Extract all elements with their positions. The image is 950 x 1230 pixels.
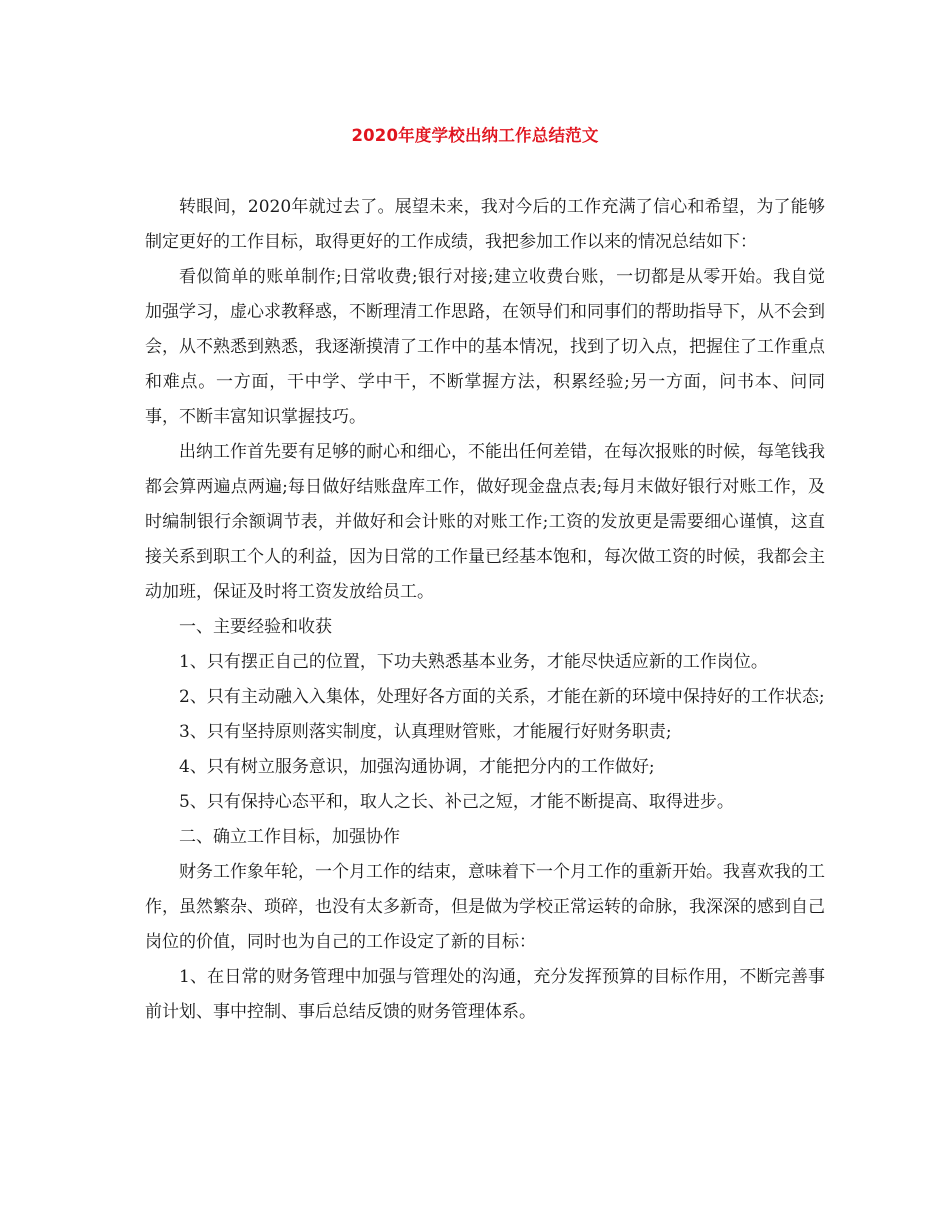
list-item: 4、只有树立服务意识，加强沟通协调，才能把分内的工作做好; (179, 757, 655, 777)
section-heading: 一、主要经验和收获 (179, 617, 332, 637)
paragraph: 看似简单的账单制作;日常收费;银行对接;建立收费台账，一切都是从零开始。我自觉加强学习，虚心求教释惑，不断理清工作思路，在领导们和同事们的帮助指导下，从不会到会，从不熟悉到熟悉，我逐渐摸清了工作中的基本情况，找到了切入点，把握住了工作重点和难点。一方面，干中学、学中干，不断掌握方法，积累经验;另一方面，问书本、问同事，不断丰富知识掌握技巧。 (145, 267, 825, 427)
list-item: 3、只有坚持原则落实制度，认真理财管账，才能履行好财务职责; (179, 722, 672, 742)
list-item: 1、只有摆正自己的位置，下功夫熟悉基本业务，才能尽快适应新的工作岗位。 (179, 652, 768, 672)
paragraph: 转眼间，2020年就过去了。展望未来，我对今后的工作充满了信心和希望，为了能够制定更好的工作目标，取得更好的工作成绩，我把参加工作以来的情况总结如下： (145, 197, 825, 252)
paragraph: 财务工作象年轮，一个月工作的结束，意味着下一个月工作的重新开始。我喜欢我的工作，虽然繁杂、琐碎，也没有太多新奇，但是做为学校正常运转的命脉，我深深的感到自己岗位的价值，同时也为自己的工作设定了新的目标： (145, 862, 825, 952)
document-body (145, 190, 825, 1030)
list-item: 1、在日常的财务管理中加强与管理处的沟通，充分发挥预算的目标作用，不断完善事前计划、事中控制、事后总结反馈的财务管理体系。 (145, 967, 825, 1022)
document-title: 2020年度学校出纳工作总结范文 (351, 126, 599, 145)
list-item: 2、只有主动融入入集体，处理好各方面的关系，才能在新的环境中保持好的工作状态; (179, 687, 825, 707)
section-heading: 二、确立工作目标，加强协作 (179, 827, 400, 847)
paragraph: 出纳工作首先要有足够的耐心和细心，不能出任何差错，在每次报账的时候，每笔钱我都会算两遍点两遍;每日做好结账盘库工作，做好现金盘点表;每月末做好银行对账工作，及时编制银行余额调节表，并做好和会计账的对账工作;工资的发放更是需要细心谨慎，这直接关系到职工个人的利益，因为日常的工作量已经基本饱和，每次做工资的时候，我都会主动加班，保证及时将工资发放给员工。 (145, 442, 825, 602)
list-item: 5、只有保持心态平和，取人之长、补己之短，才能不断提高、取得进步。 (179, 792, 734, 812)
